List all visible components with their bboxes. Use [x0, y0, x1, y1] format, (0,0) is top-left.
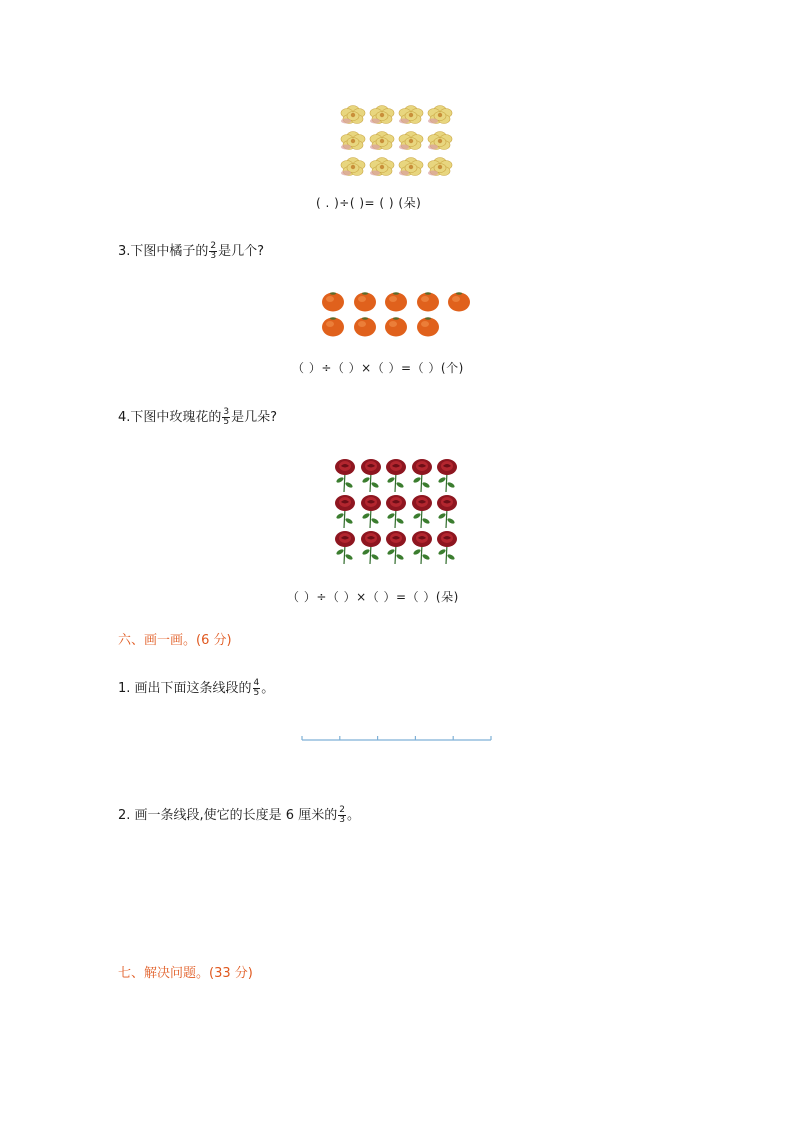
rose-icon	[333, 458, 357, 493]
rose-icon	[410, 530, 434, 565]
rose-grid	[333, 458, 461, 566]
yellow-flower-grid	[340, 104, 456, 182]
question-3	[118, 240, 264, 261]
rose-icon	[435, 494, 459, 529]
orange-icon	[416, 290, 440, 312]
orange-icon	[321, 290, 345, 312]
orange-icon	[384, 290, 408, 312]
rose-icon	[333, 530, 357, 565]
yellow-flower-icon	[369, 130, 395, 152]
rose-icon	[435, 458, 459, 493]
question-4-prefix: 4.下图中玫瑰花的	[118, 410, 222, 425]
rose-icon	[384, 494, 408, 529]
fraction-three-fifths: $\frac{3}{5}$	[223, 407, 230, 427]
orange-row-2	[321, 315, 447, 339]
fraction-four-fifths: $\frac{4}{5}$	[253, 678, 260, 698]
yellow-flower-icon	[427, 156, 453, 178]
yellow-flower-icon	[398, 104, 424, 126]
question-3-suffix: 是几个?	[218, 244, 265, 259]
fraction-two-thirds-b: $\frac{2}{3}$	[339, 805, 345, 825]
yellow-flower-icon	[340, 156, 366, 178]
rose-icon	[410, 494, 434, 529]
yellow-flower-icon	[340, 130, 366, 152]
orange-equation: （ ）÷（ ）×（ ）=（ ）(个)	[292, 361, 464, 375]
rose-icon	[359, 494, 383, 529]
fraction-two-thirds: $\frac{2}{3}$	[210, 241, 217, 261]
orange-icon	[321, 315, 345, 337]
yellow-flower-icon	[398, 130, 424, 152]
section-6-item-1: 1. 画出下面这条线段的 $\frac{4}{5}$ 。	[118, 678, 275, 698]
question-4	[118, 406, 277, 427]
section-6-item-2: 2. 画一条线段,使它的长度是 6 厘米的 $\frac{2}{3}$ 。	[118, 805, 360, 825]
orange-icon	[384, 315, 408, 337]
orange-icon	[353, 290, 377, 312]
question-3-prefix: 3.下图中橘子的	[118, 244, 209, 259]
orange-icon	[353, 315, 377, 337]
item-2-prefix: 2. 画一条线段,使它的长度是 6 厘米的	[118, 808, 338, 823]
question-4-suffix: 是几朵?	[231, 410, 278, 425]
item-1-prefix: 1. 画出下面这条线段的	[118, 681, 252, 696]
orange-row-1	[321, 290, 479, 314]
yellow-flower-icon	[369, 156, 395, 178]
rose-icon	[384, 530, 408, 565]
yellow-flower-icon	[398, 156, 424, 178]
rose-icon	[435, 530, 459, 565]
rose-icon	[410, 458, 434, 493]
rose-icon	[359, 530, 383, 565]
rose-equation: （ ）÷（ ）×（ ）=（ ）(朵)	[287, 590, 459, 604]
yellow-flower-icon	[427, 104, 453, 126]
rose-icon	[384, 458, 408, 493]
yellow-flower-icon	[369, 104, 395, 126]
rose-icon	[333, 494, 357, 529]
rose-icon	[359, 458, 383, 493]
section-6-title: 六、画一画。(6 分)	[118, 633, 232, 648]
yellow-flower-icon	[340, 104, 366, 126]
orange-icon	[416, 315, 440, 337]
orange-icon	[447, 290, 471, 312]
yellow-flower-equation: ( . )÷( )= ( ) (朵)	[316, 196, 422, 210]
yellow-flower-icon	[427, 130, 453, 152]
section-7-title: 七、解决问题。(33 分)	[118, 966, 253, 981]
segment-figure	[300, 735, 494, 743]
